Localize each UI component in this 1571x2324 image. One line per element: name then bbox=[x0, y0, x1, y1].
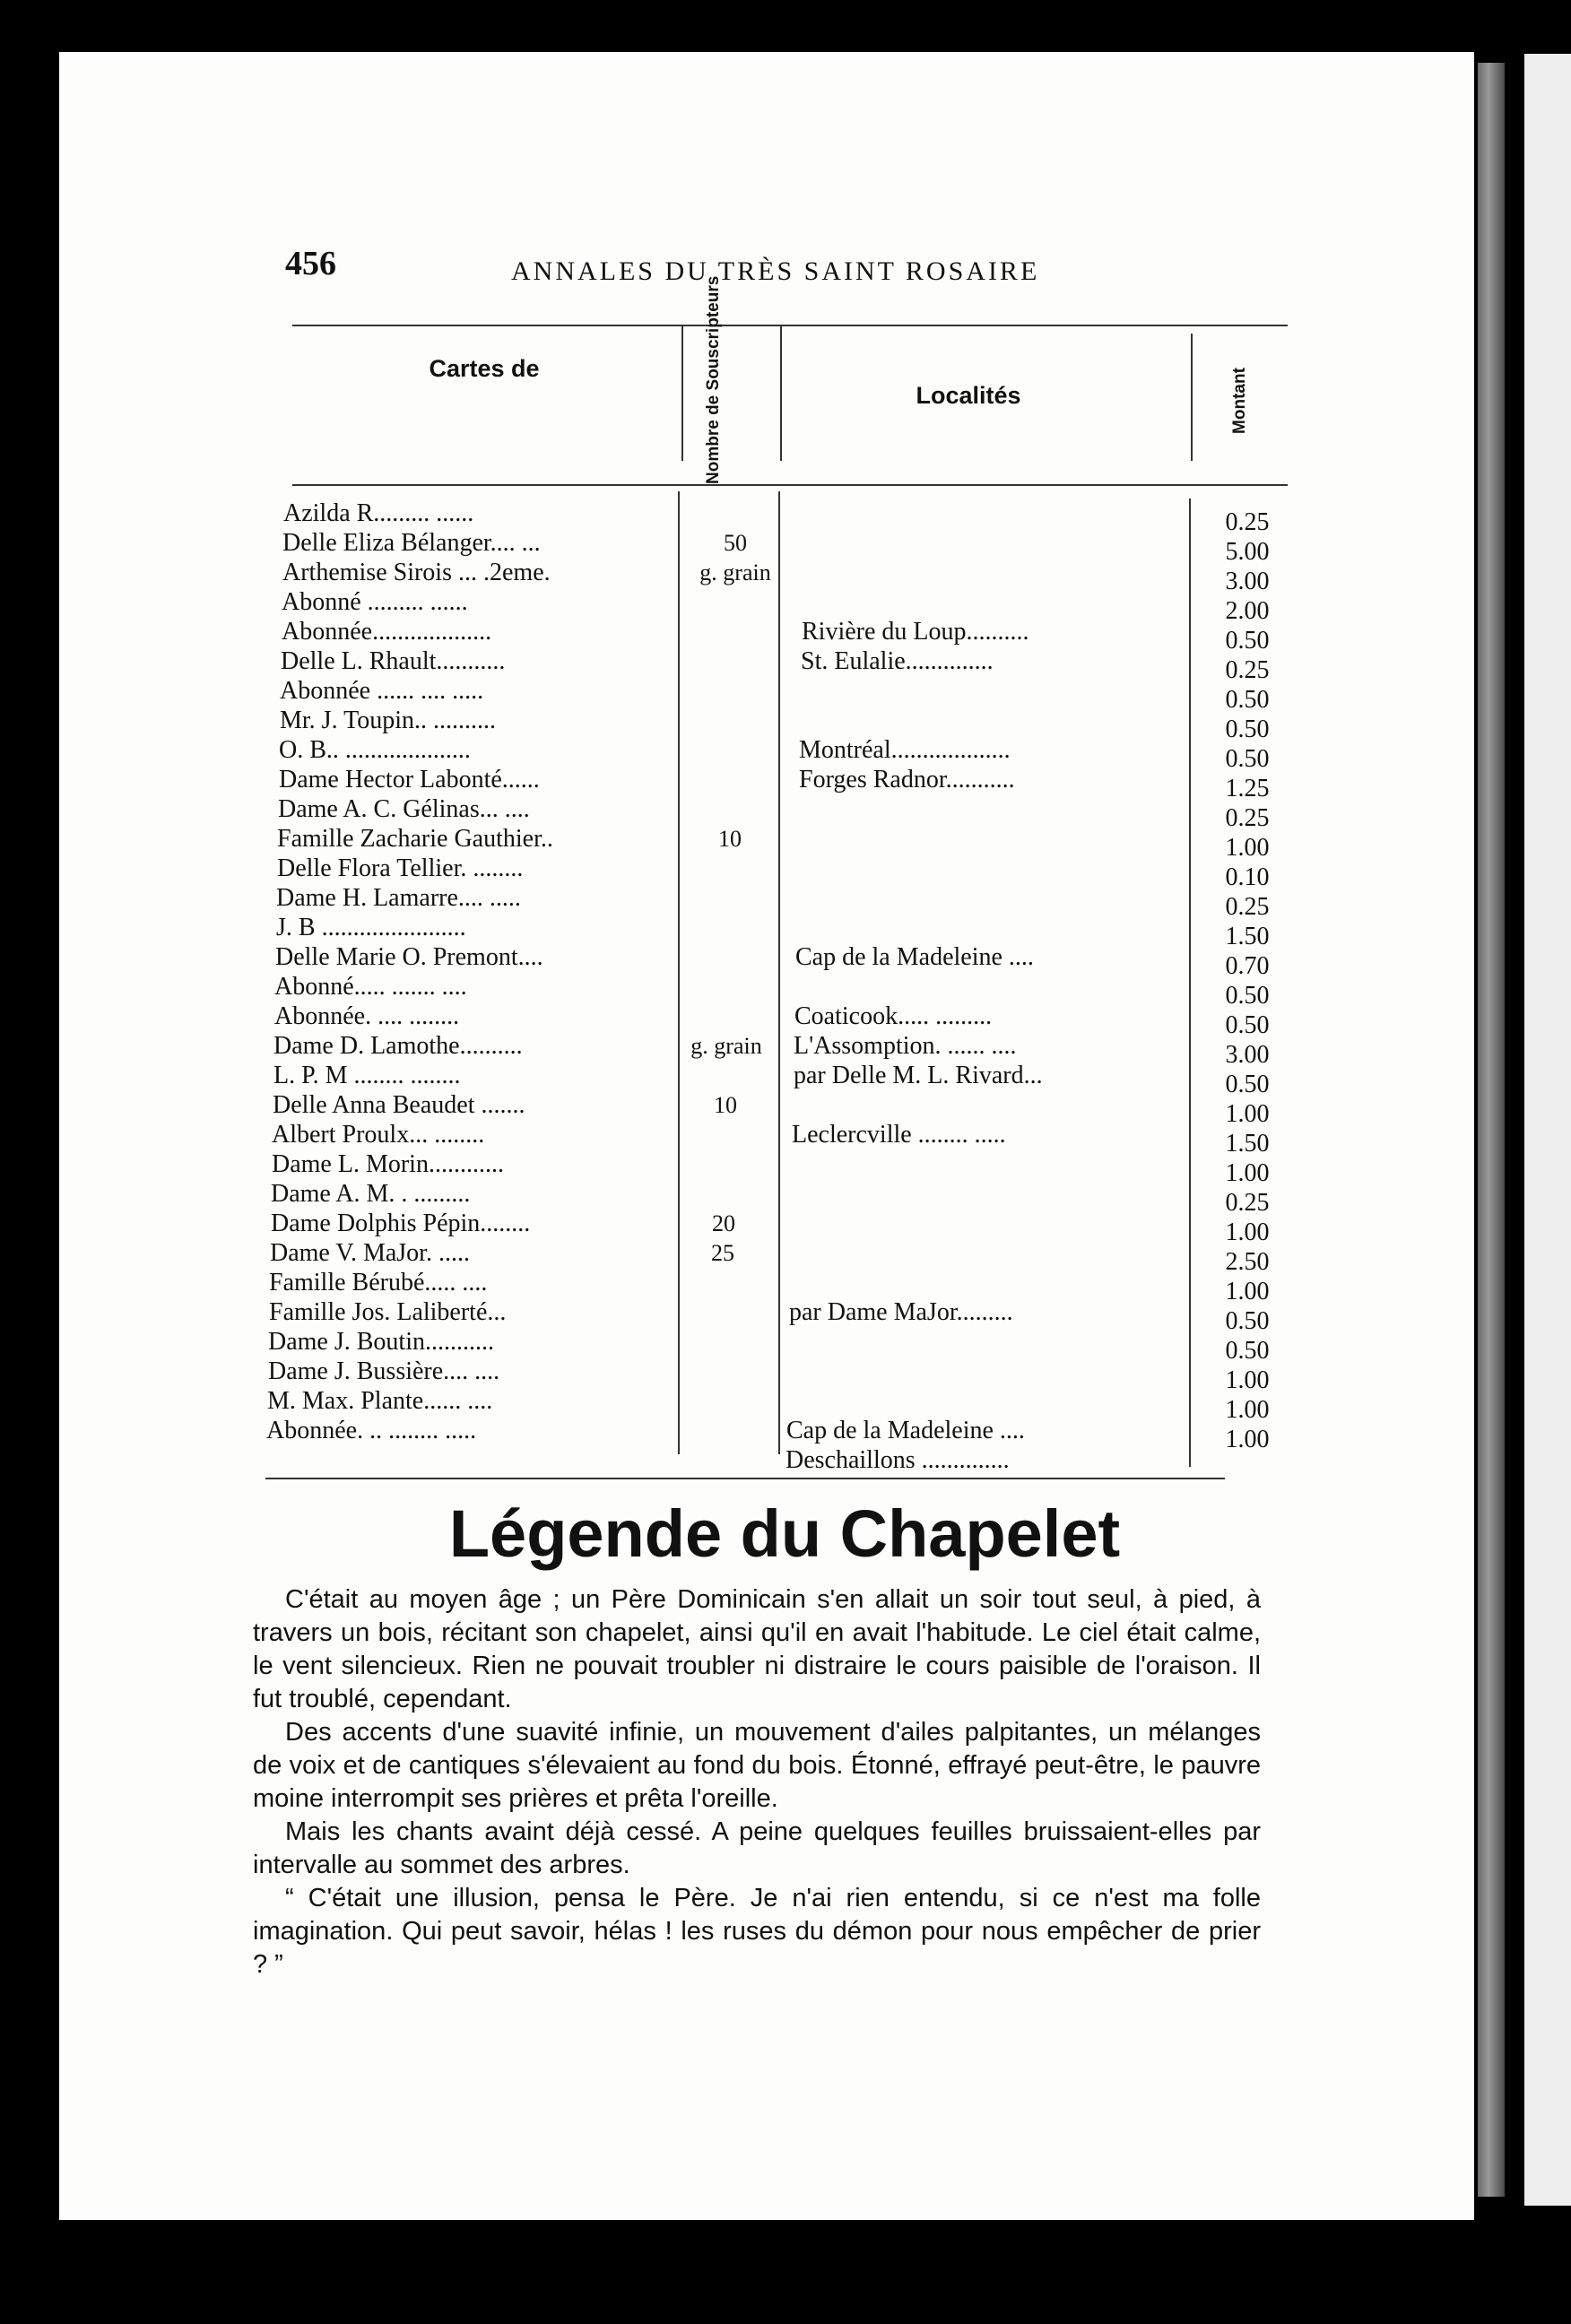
subscriber-name: J. B ....................... bbox=[276, 914, 466, 941]
table-row bbox=[274, 972, 1189, 1002]
subscriber-name: Dame J. Bussière.... .... bbox=[268, 1357, 500, 1385]
amount-value: 1.00 bbox=[1225, 1100, 1270, 1128]
subscriber-name: Abonné ......... ...... bbox=[282, 588, 468, 616]
locality: Deschaillons .............. bbox=[786, 1446, 1010, 1474]
amount-value: 0.70 bbox=[1225, 952, 1270, 980]
subscriber-name: Famille Bérubé..... .... bbox=[269, 1269, 488, 1296]
amount-value: 0.50 bbox=[1225, 745, 1270, 773]
subscriber-name: Abonnée ...... .... ..... bbox=[280, 677, 484, 705]
subscriber-name: Delle Marie O. Premont.... bbox=[275, 943, 543, 971]
amount-value: 0.50 bbox=[1225, 627, 1270, 655]
subscriber-count: 25 bbox=[711, 1240, 734, 1266]
subscriber-name: Abonnée................... bbox=[282, 618, 492, 646]
subscriber-count: g. grain bbox=[690, 1033, 762, 1059]
locality: Leclercville ........ ..... bbox=[792, 1121, 1006, 1149]
table-row bbox=[282, 617, 1196, 646]
subscriber-name: Delle Flora Tellier. ........ bbox=[277, 854, 524, 882]
table-row-extra-locality bbox=[265, 1445, 1180, 1475]
subscriber-name: Abonnée. .. ........ ..... bbox=[266, 1417, 477, 1444]
amount-value: 1.00 bbox=[1225, 1426, 1270, 1453]
book-spine bbox=[1478, 63, 1505, 2197]
subscriber-name: Dame A. C. Gélinas... .... bbox=[278, 795, 530, 823]
locality: L'Assomption. ...... .... bbox=[794, 1032, 1017, 1060]
amount-value: 3.00 bbox=[1225, 1041, 1270, 1069]
amount-value: 2.00 bbox=[1225, 597, 1270, 625]
table-row bbox=[275, 942, 1190, 972]
column-divider bbox=[1191, 334, 1193, 461]
table-row bbox=[277, 854, 1192, 883]
amount-value: 0.50 bbox=[1225, 982, 1270, 1010]
amount-value: 1.25 bbox=[1225, 775, 1270, 802]
table-row bbox=[267, 1386, 1182, 1416]
subscriber-name: Dame A. M. . ......... bbox=[271, 1180, 471, 1208]
legend-paragraph-4: “ C'était une illusion, pensa le Père. Je n'ai rien entendu, si ce n'est ma folle imagination. Qui peut savoir, hélas ! les ruses du démon pour nous empêcher de prier ? ” bbox=[253, 1884, 1261, 1979]
table-row bbox=[282, 587, 1196, 617]
amount-value: 0.25 bbox=[1225, 804, 1270, 832]
subscriber-name: Abonnée. .... ........ bbox=[274, 1002, 460, 1030]
table-row bbox=[274, 1002, 1189, 1031]
subscriber-name: Azilda R......... ...... bbox=[283, 499, 474, 527]
page-edge bbox=[1524, 54, 1571, 2206]
table-row bbox=[268, 1327, 1183, 1357]
subscriber-name: Dame H. Lamarre.... ..... bbox=[276, 884, 521, 912]
locality: Cap de la Madeleine .... bbox=[786, 1417, 1025, 1444]
amount-value: 0.50 bbox=[1225, 1337, 1270, 1365]
legend-paragraph-3: Mais les chants avaint déjà cessé. A peine quelques feuilles bruissaient-elles par intervalle au sommet des arbres. bbox=[253, 1817, 1261, 1879]
amount-value: 0.50 bbox=[1225, 1071, 1270, 1098]
subscriber-name: Dame Hector Labonté...... bbox=[279, 766, 540, 793]
table-row bbox=[272, 1149, 1186, 1179]
table-row bbox=[281, 646, 1195, 676]
subscriber-name: Famille Jos. Laliberté... bbox=[269, 1298, 507, 1326]
table-row bbox=[269, 1268, 1184, 1297]
legend-paragraph-2: Des accents d'une suavité infinie, un mouvement d'ailes palpitantes, un mélanges de voix et de cantiques s'élevaient au fond du bois. Étonné, effrayé peut-être, le pauvre moine interrompit ses prières et prêta l'oreille. bbox=[253, 1718, 1261, 1813]
subscriber-name: Delle L. Rhault........... bbox=[281, 647, 506, 675]
subscriber-name: L. P. M ........ ........ bbox=[273, 1062, 461, 1089]
table-row bbox=[280, 676, 1194, 706]
table-row bbox=[283, 499, 1198, 528]
col-head-localites: Localités bbox=[916, 382, 1021, 409]
locality: Coaticook..... ......... bbox=[794, 1002, 993, 1030]
locality: Rivière du Loup.......... bbox=[802, 618, 1029, 646]
amount-value: 0.25 bbox=[1225, 893, 1270, 921]
table-row bbox=[280, 706, 1194, 735]
table-row bbox=[270, 1238, 1185, 1268]
page-header bbox=[285, 244, 1289, 298]
amount-value: 1.00 bbox=[1225, 1159, 1270, 1187]
subscriber-name: Dame Dolphis Pépin........ bbox=[271, 1210, 531, 1237]
amount-value: 0.50 bbox=[1225, 1307, 1270, 1335]
locality: St. Eulalie.............. bbox=[801, 647, 994, 675]
table-row bbox=[277, 824, 1192, 854]
locality: Montréal................... bbox=[799, 736, 1011, 764]
table-row bbox=[279, 735, 1193, 765]
subscriber-name: Dame L. Morin............ bbox=[272, 1150, 504, 1178]
subscriber-name: Delle Eliza Bélanger.... ... bbox=[282, 529, 541, 557]
subscriber-name: Famille Zacharie Gauthier.. bbox=[277, 825, 553, 853]
subscriber-count: 50 bbox=[724, 530, 747, 556]
locality: Cap de la Madeleine .... bbox=[795, 943, 1034, 971]
amount-value: 1.50 bbox=[1225, 1130, 1270, 1158]
amount-value: 1.00 bbox=[1225, 1396, 1270, 1424]
table-row bbox=[273, 1090, 1187, 1120]
amount-value: 1.00 bbox=[1225, 1278, 1270, 1305]
legend-paragraph-1: C'était au moyen âge ; un Père Dominicain s'en allait un soir tout seul, à pied, à travers un bois, récitant son chapelet, ainsi qu'il en avait l'habitude. Le ciel était calme, le vent silencieux. Rien ne pouvait troubler ni distraire le cours paisible de l'oraison. Il fut troublé, cependant. bbox=[253, 1585, 1261, 1713]
amount-value: 1.00 bbox=[1225, 1366, 1270, 1394]
running-title: ANNALES DU TRÈS SAINT ROSAIRE bbox=[511, 256, 1040, 286]
table-row bbox=[271, 1179, 1185, 1209]
subscriber-count: g. grain bbox=[699, 559, 771, 585]
table-row bbox=[282, 528, 1197, 558]
amount-value: 1.00 bbox=[1225, 1218, 1270, 1246]
locality: Forges Radnor........... bbox=[799, 766, 1015, 793]
table-row bbox=[271, 1209, 1185, 1238]
table-row bbox=[276, 913, 1191, 942]
table-row bbox=[269, 1297, 1184, 1327]
amount-value: 0.25 bbox=[1225, 508, 1270, 536]
amount-value: 5.00 bbox=[1225, 538, 1270, 566]
table-row bbox=[282, 558, 1197, 587]
subscriber-name: M. Max. Plante...... .... bbox=[267, 1387, 493, 1415]
column-divider bbox=[681, 326, 683, 461]
table-row bbox=[273, 1031, 1188, 1061]
table-row bbox=[279, 765, 1193, 794]
subscriber-name: Dame V. MaJor. ..... bbox=[270, 1239, 470, 1267]
column-divider bbox=[780, 326, 782, 461]
subscriber-name: Arthemise Sirois ... .2eme. bbox=[282, 559, 551, 586]
amount-value: 0.50 bbox=[1225, 1011, 1270, 1039]
header-rule bbox=[292, 325, 1288, 326]
col-head-montant: Montant bbox=[1230, 368, 1249, 434]
amount-value: 3.00 bbox=[1225, 568, 1270, 595]
subscriber-name: Albert Proulx... ........ bbox=[272, 1121, 485, 1149]
amount-value: 1.00 bbox=[1225, 834, 1270, 862]
subscriber-name: Mr. J. Toupin.. .......... bbox=[280, 707, 496, 734]
locality: par Dame MaJor......... bbox=[789, 1298, 1013, 1326]
subscriber-count: 20 bbox=[712, 1210, 735, 1236]
col-head-cartes: Cartes de bbox=[429, 355, 540, 382]
page-number: 456 bbox=[285, 245, 336, 282]
amount-value: 0.25 bbox=[1225, 1189, 1270, 1217]
table-head-rule bbox=[292, 484, 1288, 486]
amount-value: 1.50 bbox=[1225, 923, 1270, 950]
table-row bbox=[268, 1357, 1183, 1386]
subscriber-name: Dame J. Boutin........... bbox=[268, 1328, 494, 1356]
amount-value: 0.25 bbox=[1225, 656, 1270, 684]
amount-value: 0.50 bbox=[1225, 715, 1270, 743]
subscriber-name: Dame D. Lamothe.......... bbox=[273, 1032, 523, 1060]
table-row bbox=[272, 1120, 1186, 1149]
amount-value: 2.50 bbox=[1225, 1248, 1270, 1276]
table-row bbox=[266, 1416, 1181, 1445]
subscriber-count: 10 bbox=[714, 1092, 737, 1118]
subscriber-name: Delle Anna Beaudet ....... bbox=[273, 1091, 525, 1119]
amount-value: 0.50 bbox=[1225, 686, 1270, 714]
col-head-nombre: Nombre de Souscripteurs bbox=[704, 275, 723, 484]
subscriber-count: 10 bbox=[718, 826, 742, 852]
legend-title: Légende du Chapelet bbox=[448, 1496, 1121, 1571]
subscriber-name: O. B.. .................... bbox=[279, 736, 471, 764]
amount-value: 0.10 bbox=[1225, 863, 1270, 891]
table-row bbox=[278, 794, 1193, 824]
subscriber-name: Abonné..... ....... .... bbox=[274, 973, 467, 1001]
locality: par Delle M. L. Rivard... bbox=[794, 1062, 1043, 1089]
table-bottom-rule bbox=[265, 1478, 1225, 1479]
table-row bbox=[273, 1061, 1188, 1090]
table-row bbox=[276, 883, 1191, 913]
